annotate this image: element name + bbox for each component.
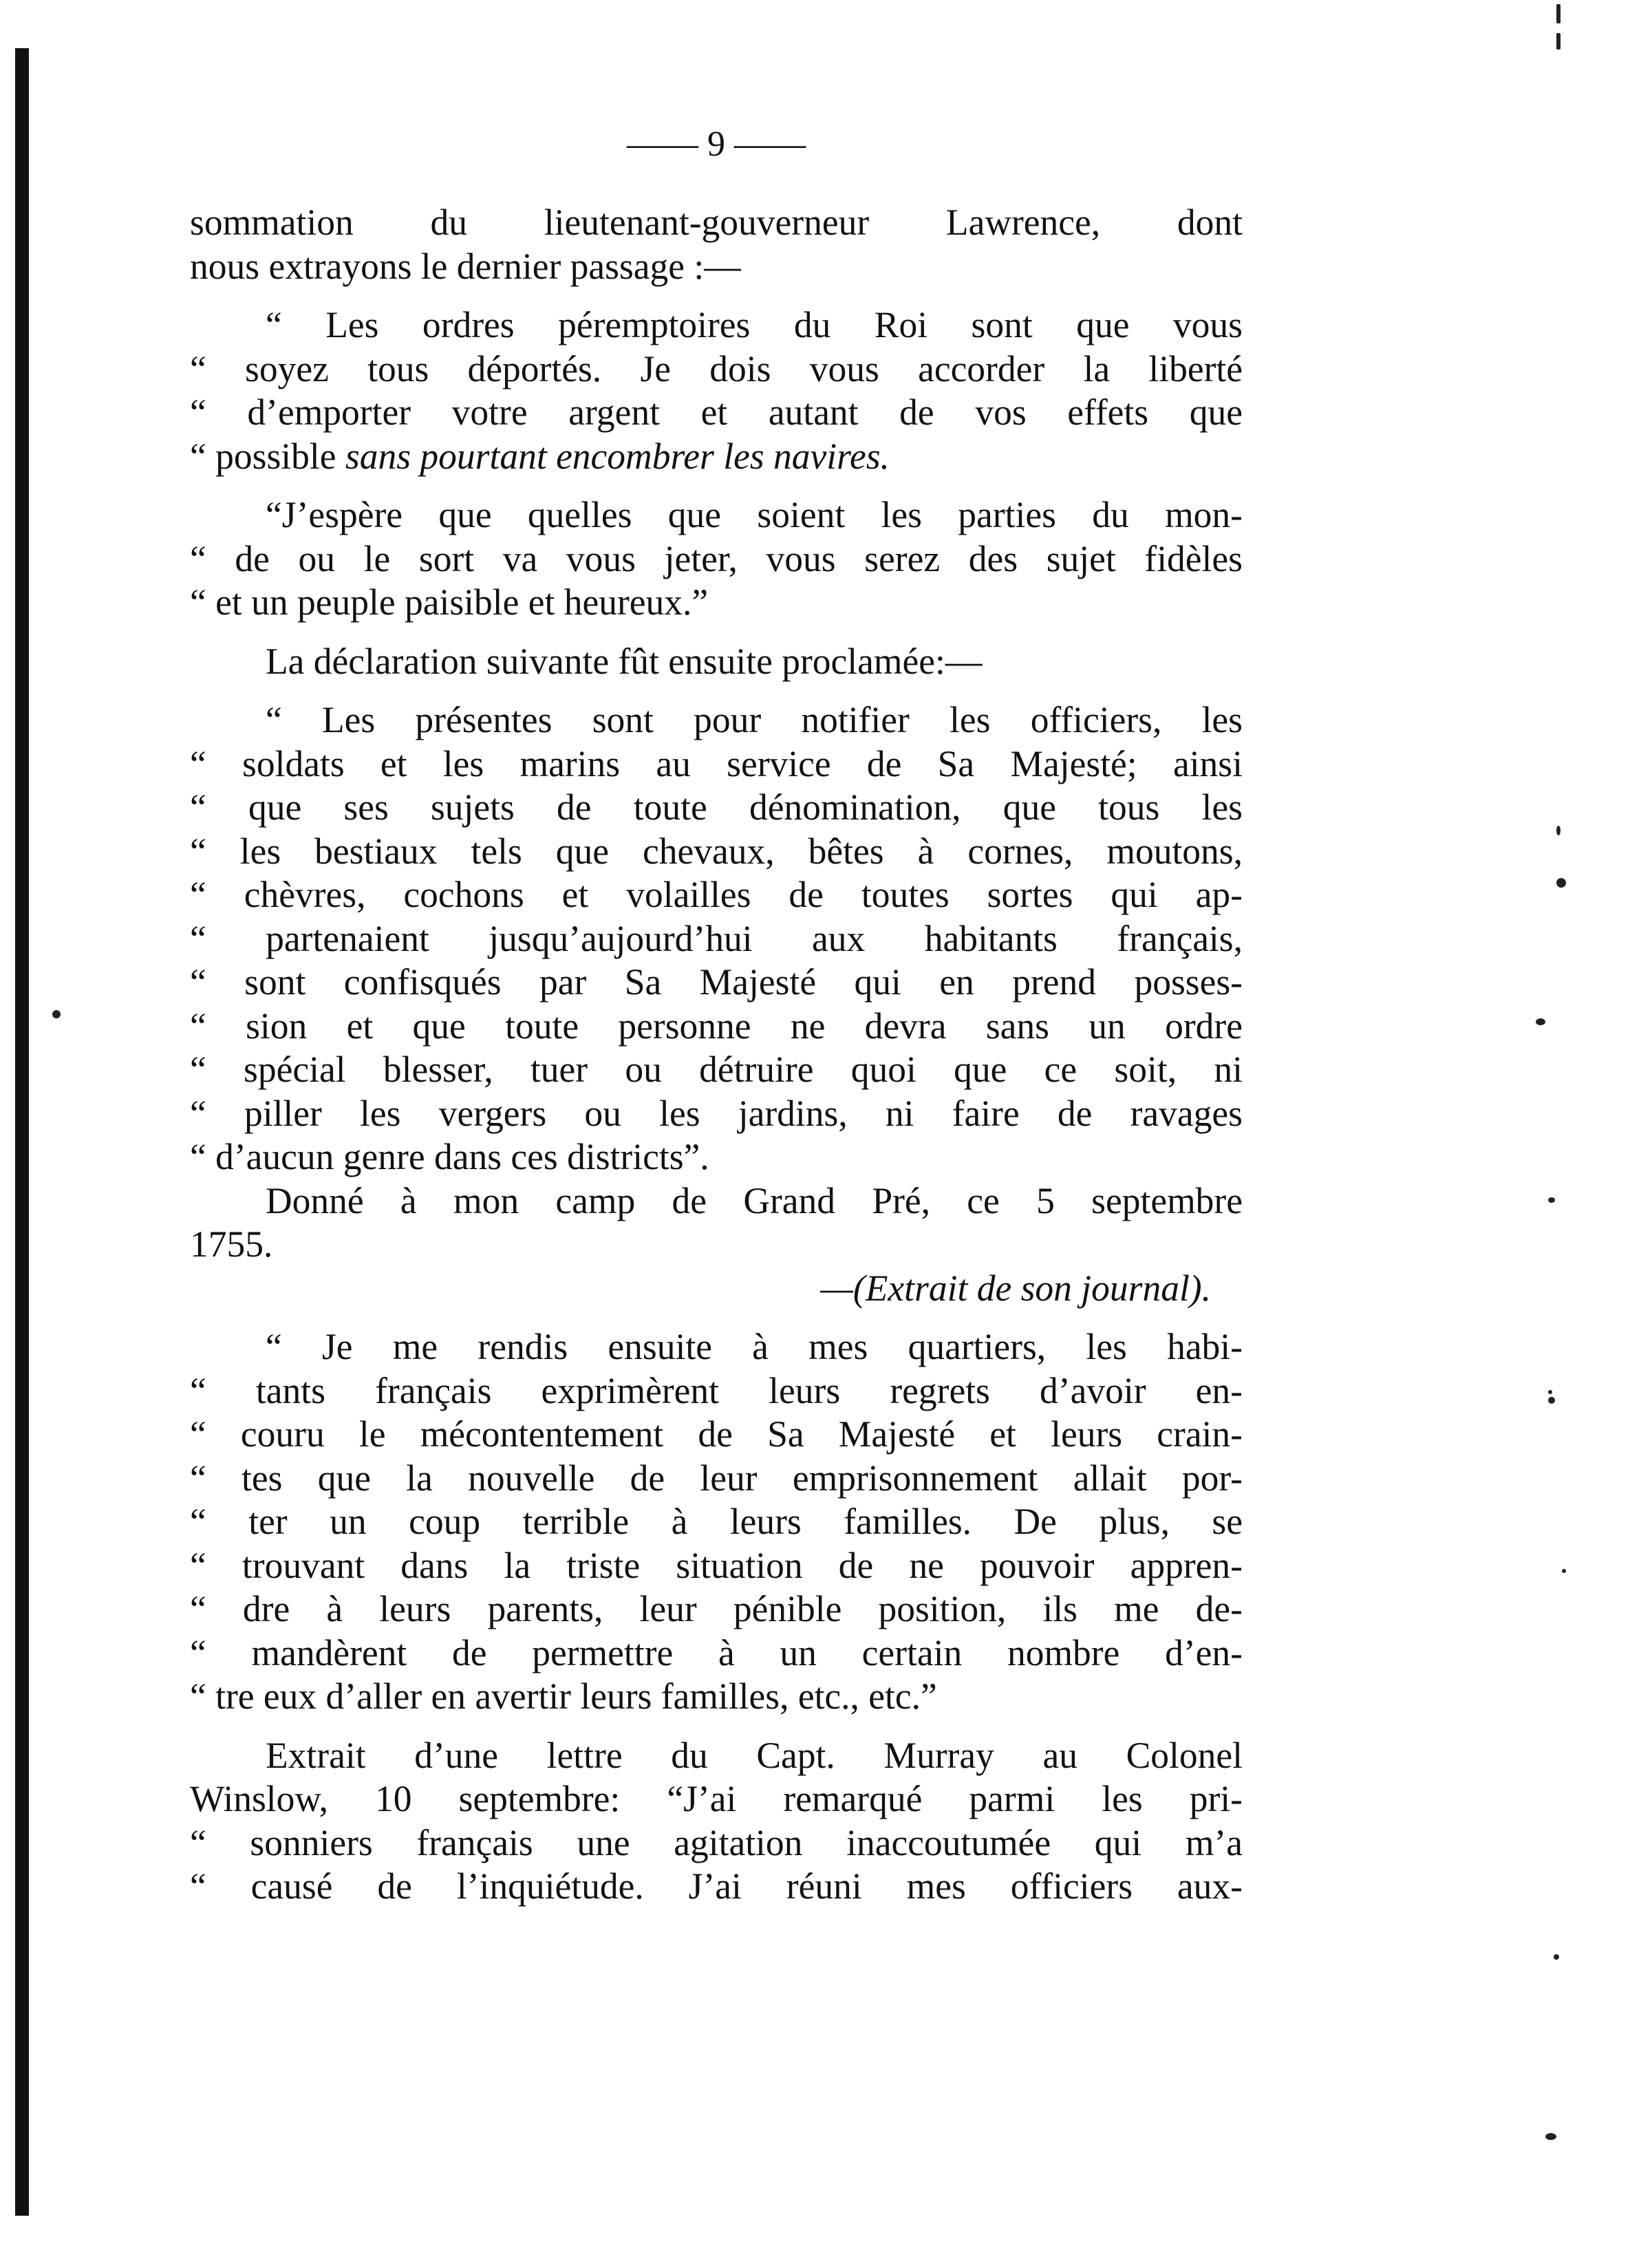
scan-speck bbox=[1556, 4, 1561, 23]
quoted-paragraph bbox=[190, 493, 1243, 625]
text-line: “ couru le mécontentement de Sa Majesté et leurs crain- bbox=[190, 1413, 1243, 1455]
text-line: “ trouvant dans la triste situation de ne pouvoir appren- bbox=[190, 1544, 1243, 1586]
scan-speck bbox=[1556, 826, 1561, 835]
text-line: “ d’emporter votre argent et autant de vos effets que bbox=[190, 392, 1243, 433]
scan-speck bbox=[1554, 1954, 1559, 1960]
text-line: “ que ses sujets de toute dénomination, que tous les bbox=[190, 787, 1243, 828]
book-page bbox=[190, 124, 1243, 1909]
text-line: Extrait d’une lettre du Capt. Murray au Colonel bbox=[266, 1734, 1243, 1776]
text-line: “ Je me rendis ensuite à mes quartiers, les habi- bbox=[266, 1326, 1243, 1367]
scan-speck bbox=[1548, 1390, 1552, 1394]
text-line: “ spécial blesser, tuer ou détruire quoi que ce soit, ni bbox=[190, 1049, 1243, 1090]
text-line bbox=[190, 435, 1243, 479]
text-line: “ partenaient jusqu’aujourd’hui aux habitants français, bbox=[190, 917, 1243, 959]
text-line: “ de ou le sort va vous jeter, vous serez des sujet fidèles bbox=[190, 537, 1243, 579]
text-line: sommation du lieutenant-gouverneur Lawrence, dont bbox=[190, 202, 1243, 243]
text-line: “ tants français exprimèrent leurs regrets d’avoir en- bbox=[190, 1369, 1243, 1411]
text-line: “ d’aucun genre dans ces districts”. bbox=[190, 1136, 709, 1177]
scan-speck bbox=[52, 1010, 61, 1018]
source-attribution: —(Extrait de son journal). bbox=[820, 1267, 1211, 1309]
page-number-dash-left: —— bbox=[627, 125, 698, 164]
quoted-paragraph bbox=[190, 1325, 1243, 1719]
text-line: “ sonniers français une agitation inaccoutumée qui m’a bbox=[190, 1821, 1243, 1863]
text-line: “ piller les vergers ou les jardins, ni faire de ravages bbox=[190, 1092, 1243, 1134]
text-line: “ les bestiaux tels que chevaux, bêtes à cornes, moutons, bbox=[190, 830, 1243, 872]
text-line: “ chèvres, cochons et volailles de toutes sortes qui ap- bbox=[190, 874, 1243, 915]
emphasized-text: sans pourtant encombrer les navires. bbox=[345, 435, 890, 477]
scan-speck bbox=[1548, 1197, 1555, 1203]
quoted-paragraph bbox=[190, 698, 1243, 1179]
body-text bbox=[190, 201, 1243, 1909]
text-line: “ ter un coup terrible à leurs familles. De plus, se bbox=[190, 1501, 1243, 1542]
quoted-paragraph bbox=[190, 1734, 1243, 1909]
text-line: La déclaration suivante fût ensuite proclamée:— bbox=[266, 640, 983, 682]
page-number: 9 bbox=[707, 125, 725, 164]
quoted-paragraph bbox=[190, 303, 1243, 478]
page-number-dash-right: —— bbox=[734, 125, 806, 164]
paragraph bbox=[190, 201, 1243, 288]
scan-speck bbox=[1536, 1018, 1545, 1025]
text-line: “ Les présentes sont pour notifier les officiers, les bbox=[266, 699, 1243, 740]
text-line: 1755. bbox=[190, 1223, 273, 1265]
scan-speck bbox=[1545, 2133, 1556, 2140]
text-line: “ et un peuple paisible et heureux.” bbox=[190, 581, 709, 623]
text-line: “ causé de l’inquiétude. J’ai réuni mes officiers aux- bbox=[190, 1865, 1243, 1907]
text-line: “ soyez tous déportés. Je dois vous accorder la liberté bbox=[190, 347, 1243, 389]
text-line: “ sion et que toute personne ne devra sans un ordre bbox=[190, 1005, 1243, 1047]
scan-speck bbox=[1548, 1397, 1555, 1404]
text-line: “ tes que la nouvelle de leur emprisonnement allait por- bbox=[190, 1457, 1243, 1499]
scan-speck bbox=[1562, 1569, 1566, 1573]
text-line: nous extrayons le dernier passage :— bbox=[190, 245, 741, 287]
text-line: “ tre eux d’aller en avertir leurs familles, etc., etc.” bbox=[190, 1676, 937, 1717]
text-line: “ dre à leurs parents, leur pénible position, ils me de- bbox=[190, 1588, 1243, 1629]
text-line: Winslow, 10 septembre: “J’ai remarqué parmi les pri- bbox=[190, 1778, 1243, 1819]
text-line: “ mandèrent de permettre à un certain nombre d’en- bbox=[190, 1632, 1243, 1673]
text-line: “ sont confisqués par Sa Majesté qui en prend posses- bbox=[190, 961, 1243, 1003]
scan-left-edge-bar bbox=[15, 48, 29, 2216]
text-line: “ Les ordres péremptoires du Roi sont que vous bbox=[266, 304, 1243, 345]
text-line: “J’espère que quelles que soient les parties du mon- bbox=[266, 494, 1243, 535]
text-line: “ soldats et les marins au service de Sa Majesté; ainsi bbox=[190, 742, 1243, 784]
scan-speck bbox=[1556, 33, 1561, 50]
paragraph bbox=[190, 640, 1243, 684]
paragraph bbox=[190, 1179, 1243, 1267]
text-line: Donné à mon camp de Grand Pré, ce 5 septembre bbox=[266, 1179, 1243, 1221]
page-header bbox=[190, 124, 1243, 165]
scan-speck bbox=[1556, 878, 1566, 888]
text-line-prefix: “ possible bbox=[190, 435, 345, 477]
